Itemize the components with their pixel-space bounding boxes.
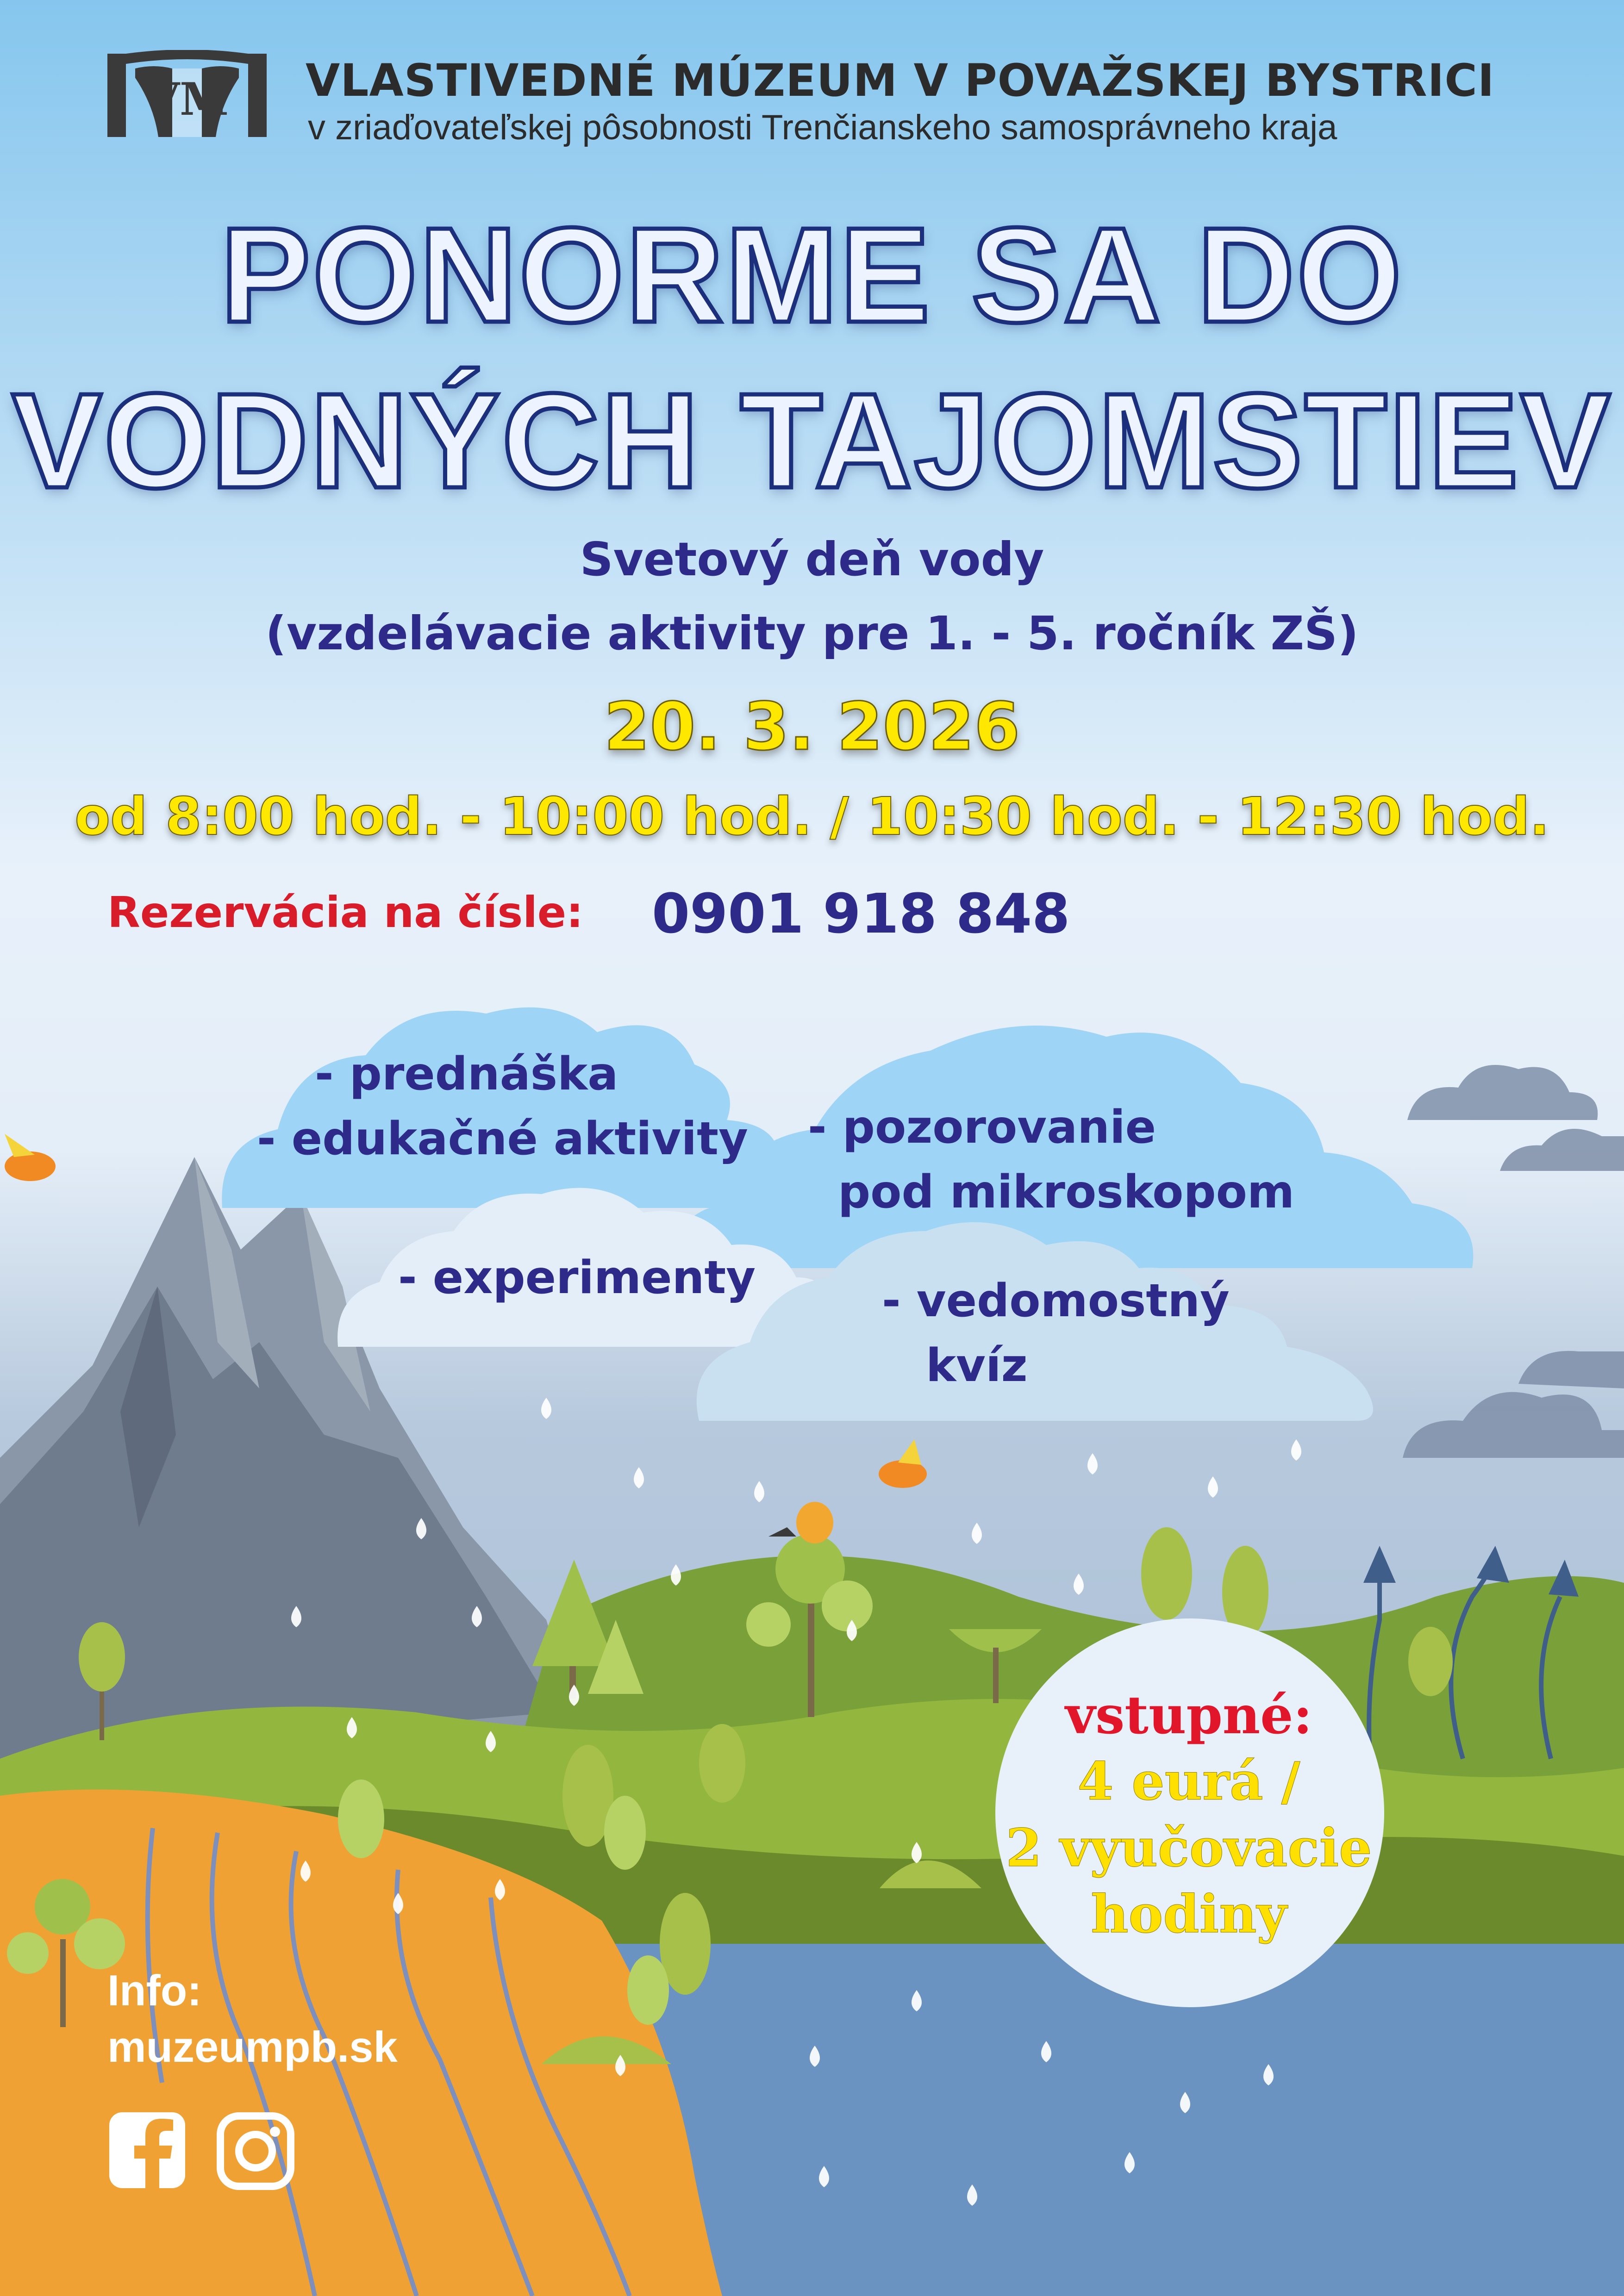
social-icons	[107, 2110, 302, 2194]
activity-observation-1: - pozorovanie	[808, 1101, 1156, 1154]
museum-subtitle: v zriaďovateľskej pôsobnosti Trenčianskeho samosprávneho kraja	[308, 108, 1337, 147]
price-line-3: hodiny	[1091, 1884, 1287, 1945]
facebook-icon[interactable]	[109, 2112, 185, 2188]
activity-edu: - edukačné aktivity	[257, 1113, 748, 1165]
activity-lecture: - prednáška	[315, 1048, 618, 1101]
reservation-label: Rezervácia na čísle:	[107, 888, 583, 937]
info-block	[107, 1962, 398, 2075]
price-line-1: 4 eurá /	[1077, 1751, 1300, 1812]
logo-letters: VM	[145, 73, 229, 125]
event-name: Svetový deň vody	[580, 532, 1044, 586]
event-audience: (vzdelávacie aktivity pre 1. - 5. ročník ZŠ)	[265, 606, 1359, 660]
museum-logo	[107, 50, 267, 141]
main-title-line-1: PONORME SA DO	[220, 199, 1404, 350]
activity-experiments: - experimenty	[398, 1251, 756, 1304]
main-title-line-2: VODNÝCH TAJOMSTIEV	[12, 365, 1612, 516]
instagram-icon[interactable]	[220, 2116, 291, 2186]
activity-quiz-1: - vedomostný	[882, 1275, 1230, 1327]
price-label: vstupné:	[1065, 1685, 1312, 1746]
museum-name: VLASTIVEDNÉ MÚZEUM V POVAŽSKEJ BYSTRICI	[306, 55, 1495, 106]
lake	[602, 1944, 1624, 2296]
price-line-2: 2 vyučovacie	[1006, 1817, 1372, 1879]
info-website[interactable]: muzeumpb.sk	[107, 2022, 398, 2072]
reservation-phone[interactable]: 0901 918 848	[652, 882, 1070, 946]
activity-observation-2: pod mikroskopom	[838, 1166, 1295, 1219]
info-label: Info:	[107, 1966, 202, 2015]
price-block	[999, 1682, 1379, 1948]
event-times: od 8:00 hod. - 10:00 hod. / 10:30 hod. - 12:30 hod.	[75, 787, 1549, 847]
event-date: 20. 3. 2026	[604, 689, 1020, 765]
activity-quiz-2: kvíz	[926, 1339, 1028, 1392]
